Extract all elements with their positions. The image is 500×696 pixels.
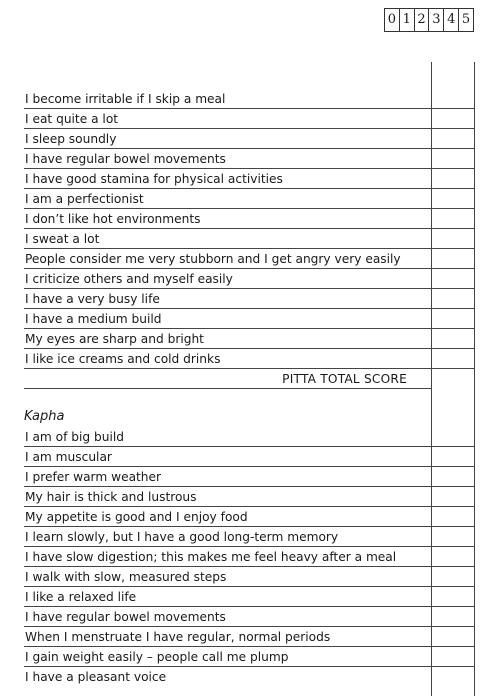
pitta-item: I am a perfectionist — [24, 189, 474, 209]
score-scale-header — [384, 8, 474, 32]
kapha-item: When I menstruate I have regular, normal periods — [24, 627, 474, 647]
pitta-item: I have regular bowel movements — [24, 149, 474, 169]
scale-cell: 3 — [428, 9, 443, 31]
scale-cell: 1 — [399, 9, 414, 31]
kapha-item: I learn slowly, but I have a good long-term memory — [24, 527, 474, 547]
score-column-right-border — [474, 62, 475, 696]
section-heading-kapha: Kapha — [24, 409, 65, 424]
pitta-item: My eyes are sharp and bright — [24, 329, 474, 349]
scale-cell: 5 — [458, 9, 473, 31]
kapha-item: I have regular bowel movements — [24, 607, 474, 627]
pitta-item: I criticize others and myself easily — [24, 269, 474, 289]
pitta-total-score-label: PITTA TOTAL SCORE — [24, 369, 431, 389]
kapha-item: I am of big build — [24, 427, 474, 447]
kapha-item: I am muscular — [24, 447, 474, 467]
pitta-item: I like ice creams and cold drinks — [24, 349, 474, 369]
kapha-item: I walk with slow, measured steps — [24, 567, 474, 587]
pitta-item: I have a very busy life — [24, 289, 474, 309]
kapha-item: I prefer warm weather — [24, 467, 474, 487]
pitta-item: I sweat a lot — [24, 229, 474, 249]
kapha-item: I have a pleasant voice — [25, 670, 167, 684]
pitta-item: I become irritable if I skip a meal — [24, 89, 474, 109]
scale-cell: 0 — [387, 12, 397, 27]
kapha-item: I have slow digestion; this makes me feel heavy after a meal — [24, 547, 474, 567]
scale-cell: 4 — [443, 9, 458, 31]
kapha-item: I like a relaxed life — [24, 587, 474, 607]
pitta-item: I sleep soundly — [24, 129, 474, 149]
kapha-item: My hair is thick and lustrous — [24, 487, 474, 507]
pitta-item: I don’t like hot environments — [24, 209, 474, 229]
pitta-item: I eat quite a lot — [24, 109, 474, 129]
pitta-item: I have good stamina for physical activities — [24, 169, 474, 189]
scale-cell: 2 — [414, 9, 429, 31]
kapha-item: I gain weight easily – people call me plump — [24, 647, 474, 667]
kapha-item: My appetite is good and I enjoy food — [24, 507, 474, 527]
pitta-item: People consider me very stubborn and I get angry very easily — [24, 249, 474, 269]
pitta-item: I have a medium build — [24, 309, 474, 329]
